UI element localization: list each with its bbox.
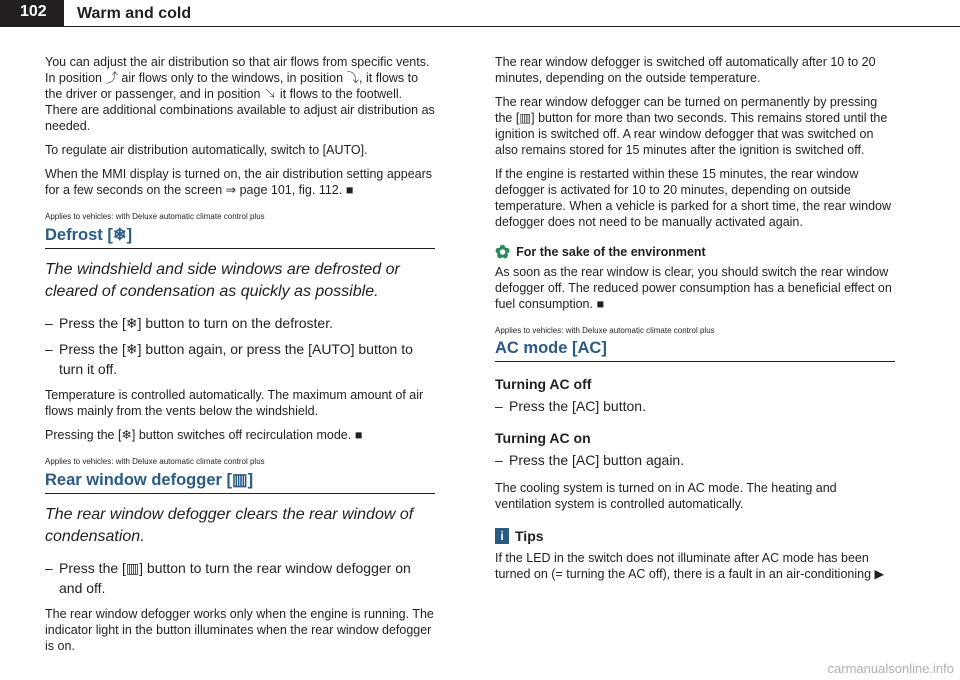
section-heading-defrost: Defrost [❄] [45, 225, 435, 249]
left-column [45, 54, 435, 662]
leaf-icon: ✿ [495, 242, 511, 262]
lead-text: The windshield and side windows are defrosted or cleared of condensation as quickly as possible. [45, 261, 400, 300]
watermark: carmanualsonline.info [827, 661, 954, 676]
step-item: – Press the [❄] button to turn on the defroster. [45, 313, 435, 333]
section-heading-ac-mode: AC mode [AC] [495, 339, 895, 362]
page-number-bar [0, 0, 64, 27]
step-item: – Press the [❄] button again, or press the [AUTO] button to turn it off. [45, 339, 435, 379]
header-rule [64, 26, 960, 27]
applies-note: Applies to vehicles: with Deluxe automatic climate control plus [45, 212, 265, 221]
section-heading-rear-defogger: Rear window defogger [▥] [45, 470, 435, 494]
step-item: – Press the [AC] button again. [495, 450, 895, 470]
tips-heading [495, 528, 895, 544]
chapter-title: Warm and cold [77, 5, 192, 22]
paragraph: Temperature is controlled automatically. The maximum amount of air flows mainly from the vents below the windshield. [45, 388, 424, 418]
paragraph: If the LED in the switch does not illuminate after AC mode has been turned on (= turning the AC off), there is a fault in an air-conditioning ▶ [495, 551, 885, 581]
step-item: – Press the [AC] button. [495, 396, 895, 416]
paragraph: The rear window defogger works only when the engine is running. The indicator light in the button illuminates when the rear window defogger is on. [45, 607, 434, 653]
page-number: 102 [20, 3, 47, 20]
step-item: – Press the [▥] button to turn the rear window defogger on and off. [45, 558, 435, 598]
right-column [495, 54, 895, 590]
paragraph: You can adjust the air distribution so that air flows from specific vents. In position ⤴ air flows only to the windows, in position ⤵, it flows to the driver or passenger, and in position ↘ it flows to the footwell. There are additional combinations available to adjust air distribution as needed. [45, 55, 435, 133]
applies-note: Applies to vehicles: with Deluxe automatic climate control plus [45, 457, 265, 466]
tips-title: Tips [515, 528, 544, 544]
paragraph: To regulate air distribution automatically, switch to [AUTO]. [45, 143, 368, 157]
info-icon: i [495, 528, 509, 544]
paragraph: When the MMI display is turned on, the air distribution setting appears for a few seconds on the screen ⇒ page 101, fig. 112. ■ [45, 167, 433, 197]
paragraph: Pressing the [❄] button switches off recirculation mode. ■ [45, 428, 363, 442]
paragraph: The rear window defogger can be turned on permanently by pressing the [▥] button for more than two seconds. This remains stored until the ignition is switched off. A rear window defogger that was switched on also remains stored for 15 minutes after the ignition is switched off. [495, 95, 888, 157]
paragraph: The cooling system is turned on in AC mode. The heating and ventilation system is controlled automatically. [495, 481, 837, 511]
subheading-ac-on: Turning AC on [495, 430, 591, 446]
paragraph: If the engine is restarted within these 15 minutes, the rear window defogger is activated for 10 to 20 minutes, depending on outside temperature. When a vehicle is parked for a short time, the rear window defogger does not need to be manually activated again. [495, 167, 892, 229]
lead-text: The rear window defogger clears the rear window of condensation. [45, 506, 414, 545]
environment-note-heading [495, 244, 895, 260]
applies-note: Applies to vehicles: with Deluxe automatic climate control plus [495, 326, 715, 335]
subheading-ac-off: Turning AC off [495, 376, 592, 392]
paragraph: The rear window defogger is switched off automatically after 10 to 20 minutes, depending on the outside temperature. [495, 55, 876, 85]
environment-title: For the sake of the environment [516, 245, 706, 259]
paragraph: As soon as the rear window is clear, you should switch the rear window defogger off. The reduced power consumption has a beneficial effect on fuel consumption. ■ [495, 265, 892, 311]
